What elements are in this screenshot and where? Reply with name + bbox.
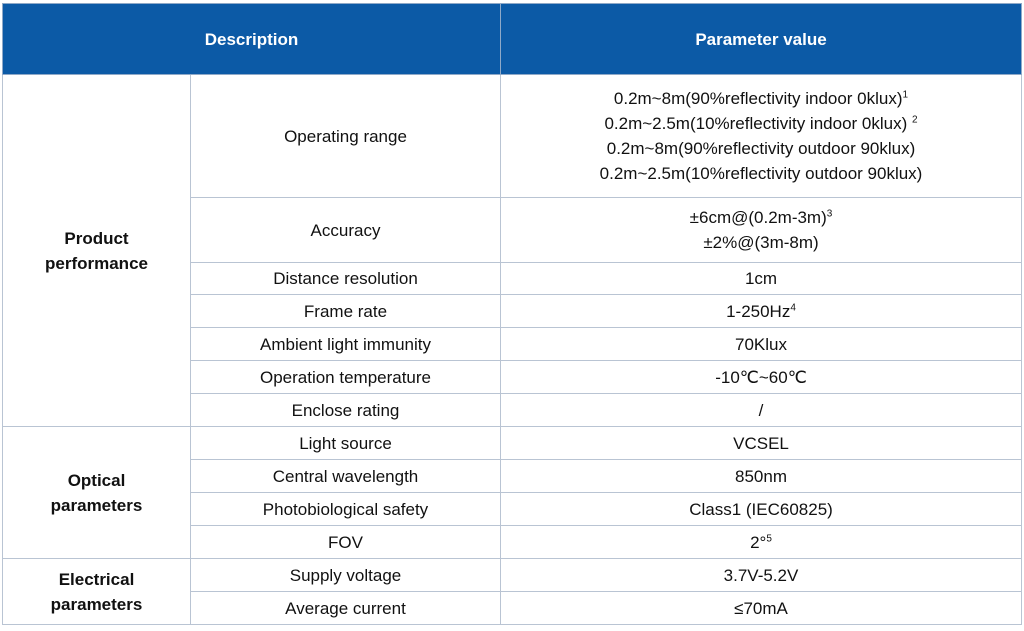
param-value: -10℃~60℃ xyxy=(501,361,1022,394)
group-label-line: Electrical xyxy=(58,569,135,589)
param-value xyxy=(501,75,1022,198)
group-product-performance xyxy=(3,75,191,427)
param-value: ≤70mA xyxy=(501,592,1022,625)
param-value: Class1 (IEC60825) xyxy=(501,493,1022,526)
group-label-line: parameters xyxy=(50,594,143,614)
table-row xyxy=(3,75,1022,198)
value-line: 0.2m~2.5m(10%reflectivity indoor 0klux) $^2$ xyxy=(604,114,918,133)
param-name: Enclose rating xyxy=(191,394,501,427)
group-label-line: parameters xyxy=(50,495,143,515)
param-name: Operating range xyxy=(191,75,501,198)
param-value: 2°$^5$ xyxy=(501,526,1022,559)
param-value: VCSEL xyxy=(501,427,1022,460)
value-line: ±2%@(3m-8m) xyxy=(703,233,819,252)
param-value: 70Klux xyxy=(501,328,1022,361)
param-name: Ambient light immunity xyxy=(191,328,501,361)
group-label-line: performance xyxy=(45,253,148,273)
value-line: 0.2m~8m(90%reflectivity outdoor 90klux) xyxy=(606,139,916,158)
param-name: Supply voltage xyxy=(191,559,501,592)
param-value: 1cm xyxy=(501,263,1022,295)
value-line: $\pm 6cm@(0.2m-3m)^3$ xyxy=(689,208,833,227)
header-parameter-value: Parameter value xyxy=(501,4,1022,75)
param-value: 3.7V-5.2V xyxy=(501,559,1022,592)
spec-table xyxy=(2,3,1022,625)
value-line: 0.2m~8m(90%reflectivity indoor 0klux)$^1$ xyxy=(613,89,909,108)
param-value: 850nm xyxy=(501,460,1022,493)
param-name: Distance resolution xyxy=(191,263,501,295)
table-row xyxy=(3,427,1022,460)
group-optical-parameters xyxy=(3,427,191,559)
group-label-line: Optical xyxy=(67,470,126,490)
value-line: 0.2m~2.5m(10%reflectivity outdoor 90klux) xyxy=(599,164,923,183)
param-value: 1-250Hz$^4$ xyxy=(501,295,1022,328)
param-name: Central wavelength xyxy=(191,460,501,493)
param-name: Accuracy xyxy=(191,198,501,263)
group-label-line: Product xyxy=(64,228,129,248)
param-name: Average current xyxy=(191,592,501,625)
param-value: / xyxy=(501,394,1022,427)
param-name: Light source xyxy=(191,427,501,460)
param-value xyxy=(501,198,1022,263)
table-row xyxy=(3,559,1022,592)
group-electrical-parameters xyxy=(3,559,191,625)
param-name: FOV xyxy=(191,526,501,559)
param-name: Frame rate xyxy=(191,295,501,328)
param-name: Operation temperature xyxy=(191,361,501,394)
param-name: Photobiological safety xyxy=(191,493,501,526)
header-row xyxy=(3,4,1022,75)
header-description: Description xyxy=(3,4,501,75)
